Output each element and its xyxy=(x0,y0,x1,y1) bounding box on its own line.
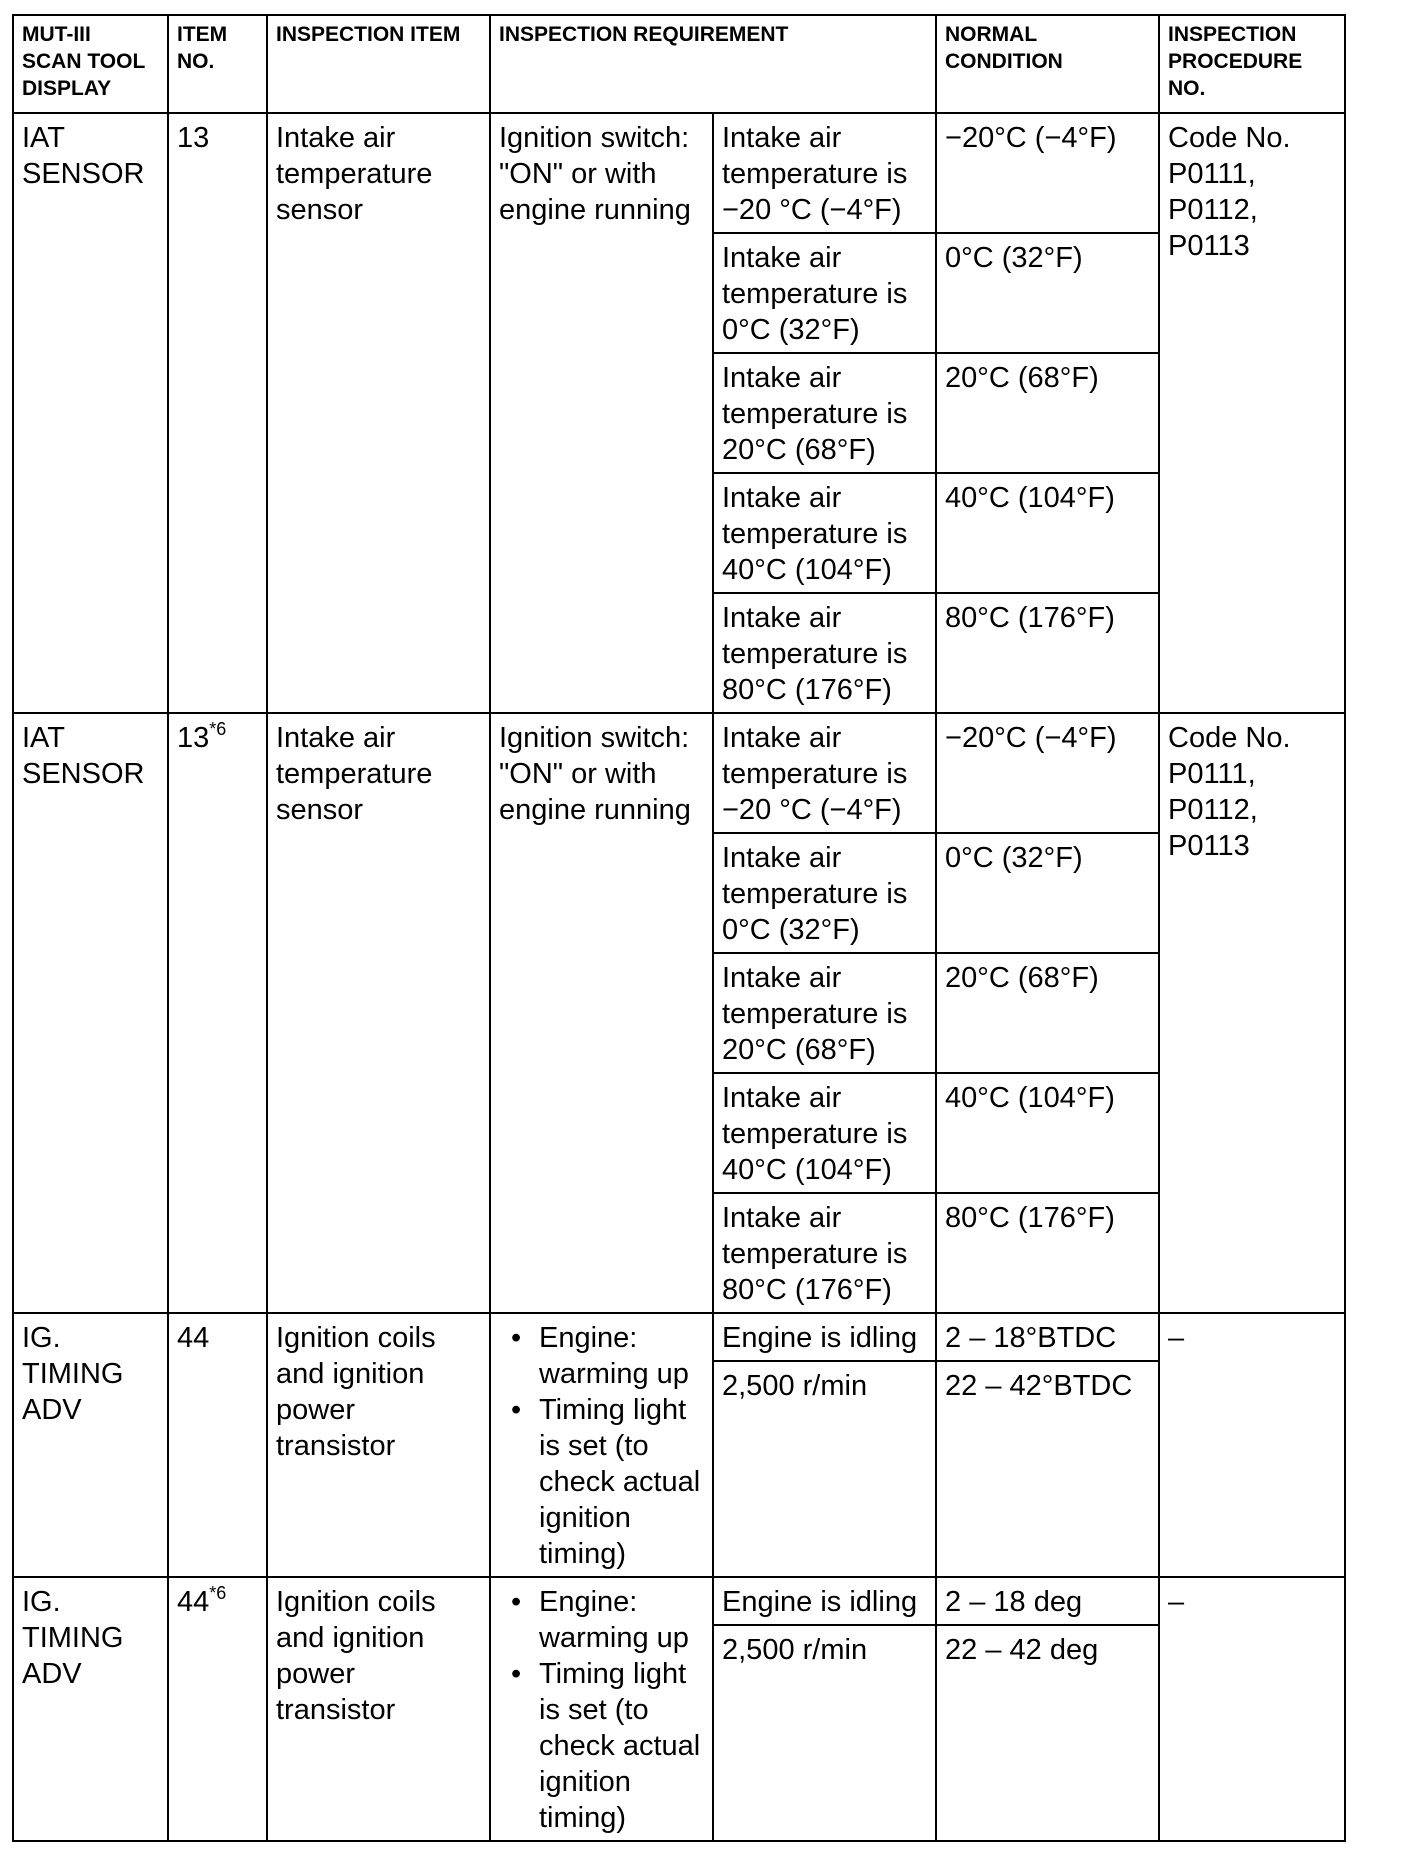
display-cell: IAT SENSOR xyxy=(13,713,168,1313)
normal-condition-cell: 0°C (32°F) xyxy=(936,833,1159,953)
condition-cell: 2,500 r/min xyxy=(713,1625,936,1841)
inspection-item-cell: Intake air temperature sensor xyxy=(267,713,490,1313)
table-body xyxy=(13,113,1345,1841)
condition-cell: Engine is idling xyxy=(713,1313,936,1361)
header-normal-condition: NORMAL CONDITION xyxy=(936,15,1159,113)
requirement-list xyxy=(499,1584,704,1836)
condition-cell: Engine is idling xyxy=(713,1577,936,1625)
table-row xyxy=(13,1577,1345,1625)
condition-cell: 2,500 r/min xyxy=(713,1361,936,1577)
procedure-cell: Code No. P0111, P0112, P0113 xyxy=(1159,113,1345,713)
list-item: • Engine: warming up xyxy=(539,1320,704,1392)
inspection-item-cell: Ignition coils and ignition power transistor xyxy=(267,1577,490,1841)
table-row xyxy=(13,113,1345,233)
procedure-cell: – xyxy=(1159,1313,1345,1577)
requirement-cell xyxy=(490,1313,713,1577)
list-item: • Timing light is set (to check actual ignition timing) xyxy=(539,1392,704,1572)
normal-condition-cell: −20°C (−4°F) xyxy=(936,713,1159,833)
normal-condition-cell: 22 – 42 deg xyxy=(936,1625,1159,1841)
list-item: • Timing light is set (to check actual ignition timing) xyxy=(539,1656,704,1836)
condition-cell: Intake air temperature is 40°C (104°F) xyxy=(713,473,936,593)
display-cell: IAT SENSOR xyxy=(13,113,168,713)
normal-condition-cell: 2 – 18 deg xyxy=(936,1577,1159,1625)
item-no-footnote: *6 xyxy=(209,719,227,739)
normal-condition-cell: 40°C (104°F) xyxy=(936,1073,1159,1193)
table-row xyxy=(13,1313,1345,1361)
item-no-cell xyxy=(168,1313,267,1577)
header-inspection-requirement: INSPECTION REQUIREMENT xyxy=(490,15,936,113)
header-item-no: ITEM NO. xyxy=(168,15,267,113)
table-row xyxy=(13,713,1345,833)
inspection-item-cell: Intake air temperature sensor xyxy=(267,113,490,713)
requirement-cell: Ignition switch: "ON" or with engine running xyxy=(490,113,713,713)
condition-cell: Intake air temperature is 0°C (32°F) xyxy=(713,833,936,953)
item-no-footnote: *6 xyxy=(209,1583,227,1603)
requirement-cell: Ignition switch: "ON" or with engine running xyxy=(490,713,713,1313)
normal-condition-cell: 20°C (68°F) xyxy=(936,353,1159,473)
header-procedure-no: INSPECTION PROCEDURE NO. xyxy=(1159,15,1345,113)
condition-cell: Intake air temperature is −20 °C (−4°F) xyxy=(713,113,936,233)
normal-condition-cell: 0°C (32°F) xyxy=(936,233,1159,353)
display-cell: IG. TIMING ADV xyxy=(13,1577,168,1841)
condition-cell: Intake air temperature is 20°C (68°F) xyxy=(713,353,936,473)
item-no: 44 xyxy=(177,1322,210,1354)
item-no: 13 xyxy=(177,122,210,154)
normal-condition-cell: 20°C (68°F) xyxy=(936,953,1159,1073)
requirement-list xyxy=(499,1320,704,1572)
condition-cell: Intake air temperature is 80°C (176°F) xyxy=(713,593,936,713)
item-no-cell xyxy=(168,113,267,713)
condition-cell: Intake air temperature is 0°C (32°F) xyxy=(713,233,936,353)
header-inspection-item: INSPECTION ITEM xyxy=(267,15,490,113)
header-row xyxy=(13,15,1345,113)
condition-cell: Intake air temperature is 20°C (68°F) xyxy=(713,953,936,1073)
item-no: 13 xyxy=(177,722,210,754)
requirement-cell xyxy=(490,1577,713,1841)
display-cell: IG. TIMING ADV xyxy=(13,1313,168,1577)
normal-condition-cell: −20°C (−4°F) xyxy=(936,113,1159,233)
normal-condition-cell: 2 – 18°BTDC xyxy=(936,1313,1159,1361)
item-no-cell xyxy=(168,1577,267,1841)
list-item: • Engine: warming up xyxy=(539,1584,704,1656)
inspection-table xyxy=(12,14,1346,1842)
condition-cell: Intake air temperature is 80°C (176°F) xyxy=(713,1193,936,1313)
normal-condition-cell: 80°C (176°F) xyxy=(936,593,1159,713)
condition-cell: Intake air temperature is 40°C (104°F) xyxy=(713,1073,936,1193)
normal-condition-cell: 40°C (104°F) xyxy=(936,473,1159,593)
inspection-item-cell: Ignition coils and ignition power transistor xyxy=(267,1313,490,1577)
condition-cell: Intake air temperature is −20 °C (−4°F) xyxy=(713,713,936,833)
item-no-cell xyxy=(168,713,267,1313)
normal-condition-cell: 80°C (176°F) xyxy=(936,1193,1159,1313)
header-display: MUT-III SCAN TOOL DISPLAY xyxy=(13,15,168,113)
procedure-cell: Code No. P0111, P0112, P0113 xyxy=(1159,713,1345,1313)
item-no: 44 xyxy=(177,1586,210,1618)
procedure-cell: – xyxy=(1159,1577,1345,1841)
normal-condition-cell: 22 – 42°BTDC xyxy=(936,1361,1159,1577)
